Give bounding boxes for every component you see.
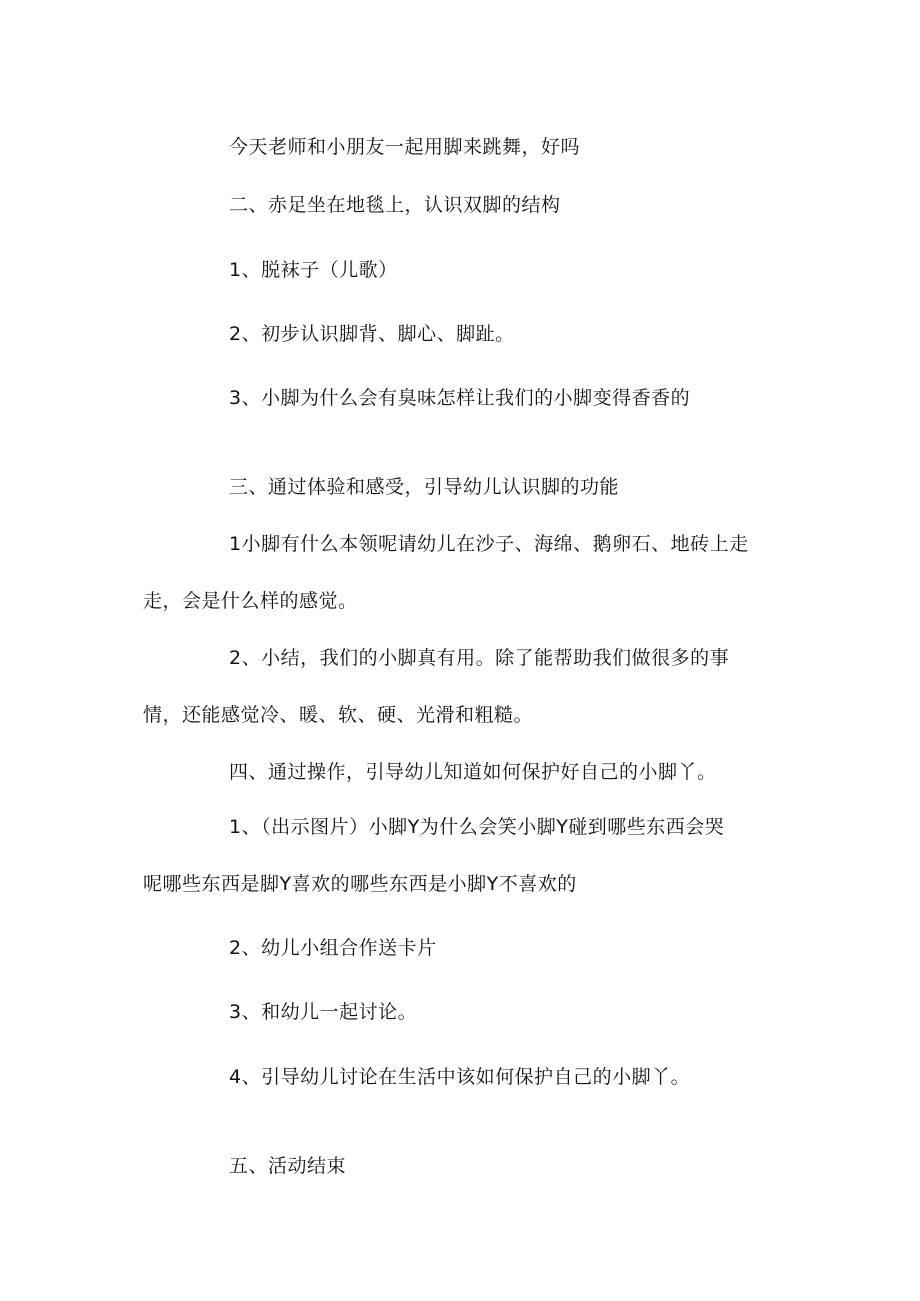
text-line-intro: 今天老师和小朋友一起用脚来跳舞，好吗 [229, 136, 581, 158]
list-item-4-2: 2、幼儿小组合作送卡片 [229, 937, 437, 959]
list-item-2-1: 1、脱袜子（儿歌） [229, 259, 398, 281]
list-item-4-1: 1、（出示图片）小脚Y为什么会笑小脚Y碰到哪些东西会哭 [229, 816, 725, 838]
section-heading-3: 三、通过体验和感受，引导幼儿认识脚的功能 [229, 476, 620, 498]
list-item-4-3: 3、和幼儿一起讨论。 [229, 1001, 418, 1023]
section-heading-5: 五、活动结束 [229, 1155, 347, 1177]
list-item-3-2-cont: 情，还能感觉冷、暖、软、硬、光滑和粗糙。 [143, 704, 534, 726]
section-heading-2: 二、赤足坐在地毯上，认识双脚的结构 [229, 194, 561, 216]
section-heading-4: 四、通过操作，引导幼儿知道如何保护好自己的小脚丫。 [229, 761, 717, 783]
list-item-3-1: 1小脚有什么本领呢请幼儿在沙子、海绵、鹅卵石、地砖上走 [229, 533, 749, 555]
list-item-4-4: 4、引导幼儿讨论在生活中该如何保护自己的小脚丫。 [229, 1066, 691, 1088]
list-item-3-2: 2、小结，我们的小脚真有用。除了能帮助我们做很多的事 [229, 647, 730, 669]
list-item-3-1-cont: 走，会是什么样的感觉。 [143, 590, 358, 612]
list-item-2-3: 3、小脚为什么会有臭味怎样让我们的小脚变得香香的 [229, 387, 691, 409]
list-item-2-2: 2、初步认识脚背、脚心、脚趾。 [229, 323, 515, 345]
list-item-4-1-cont: 呢哪些东西是脚Y喜欢的哪些东西是小脚Y不喜欢的 [143, 873, 577, 895]
